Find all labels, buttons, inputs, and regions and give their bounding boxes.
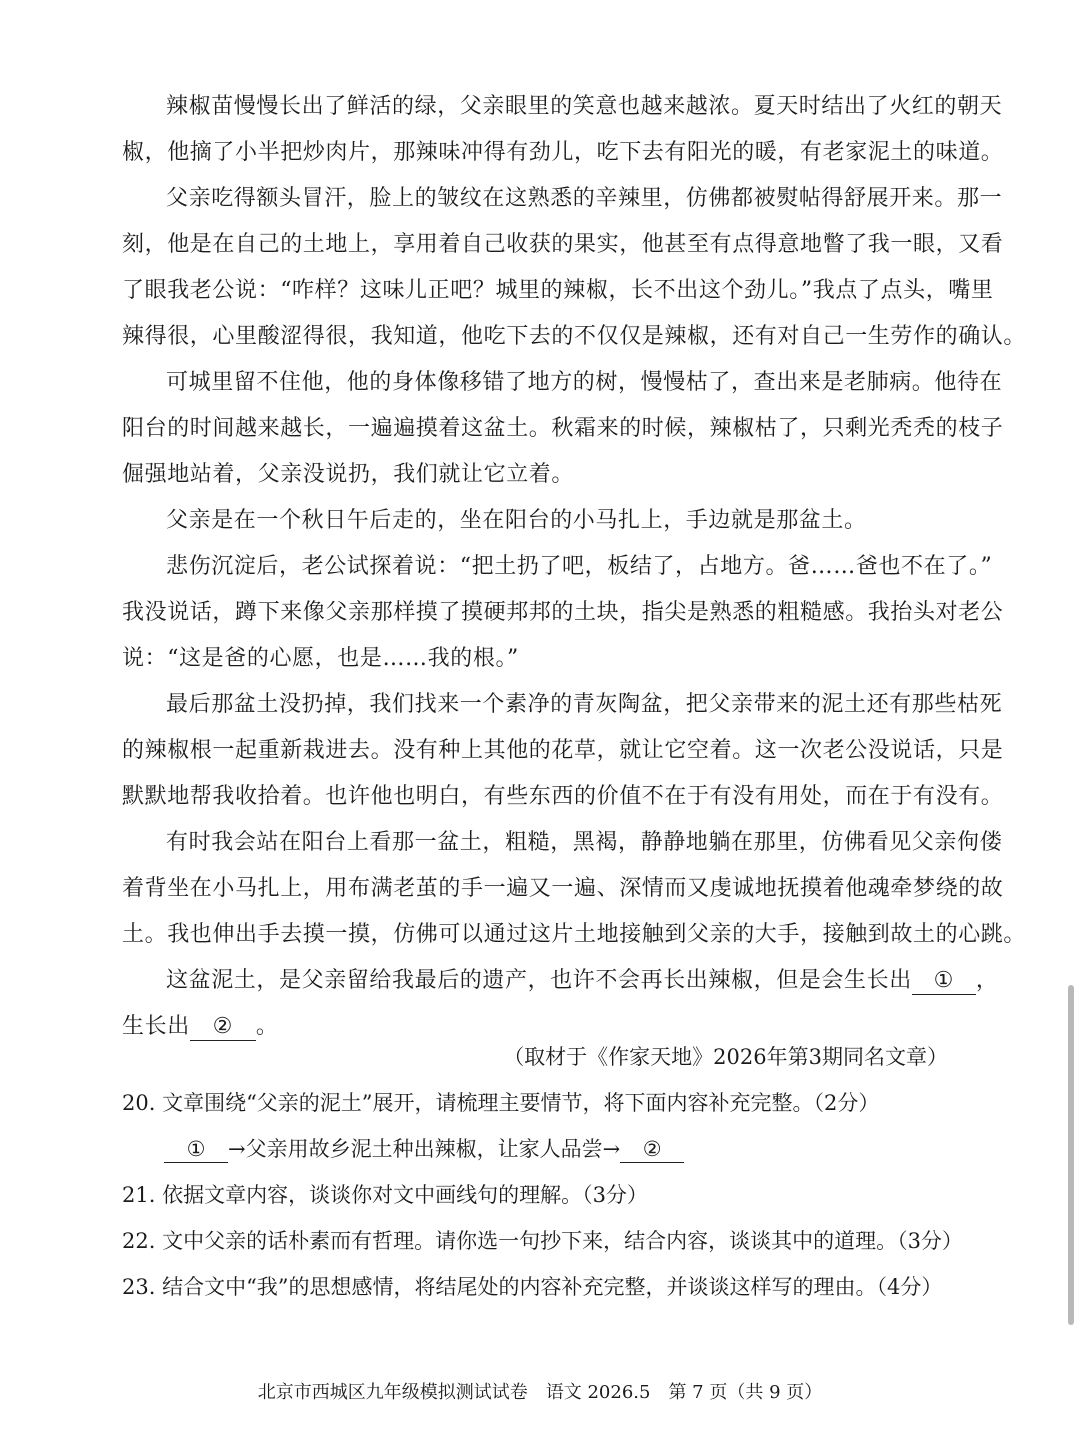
paragraph-line: 有时我会站在阳台上看那一盆土，粗糙，黑褐，静静地躺在那里，仿佛看见父亲佝偻	[166, 830, 1003, 855]
question-23: 23. 结合文中“我”的思想感情，将结尾处的内容补充完整，并谈谈这样写的理由。（4分）	[122, 1275, 943, 1299]
paragraph-line: 我没说话，蹲下来像父亲那样摸了摸硬邦邦的土块，指尖是熟悉的粗糙感。我抬头对老公	[122, 600, 1004, 625]
question-20-fill-line	[164, 1134, 954, 1164]
q20-blank-2[interactable]: ②	[620, 1136, 684, 1163]
paragraph-line: 最后那盆土没扔掉，我们找来一个素净的青灰陶盆，把父亲带来的泥土还有那些枯死	[166, 692, 1003, 717]
q20-blank-1[interactable]: ①	[164, 1136, 228, 1163]
paragraph-line: 椒，他摘了小半把炒肉片，那辣味冲得有劲儿，吃下去有阳光的暖，有老家泥土的味道。	[122, 140, 1004, 165]
paragraph-line: 辣椒苗慢慢长出了鲜活的绿，父亲眼里的笑意也越来越浓。夏天时结出了火红的朝天	[166, 94, 1003, 119]
final-paragraph-line	[122, 1012, 960, 1042]
punctuation: ，	[975, 968, 999, 993]
paragraph-line: 辣得很，心里酸涩得很，我知道，他吃下去的不仅仅是辣椒，还有对自己一生劳作的确认。	[122, 324, 1027, 349]
paragraph-line: 土。我也伸出手去摸一摸，仿佛可以通过这片土地接触到父亲的大手，接触到故土的心跳。	[122, 922, 1027, 947]
paragraph-line: 阳台的时间越来越长，一遍遍摸着这盆土。秋霜来的时候，辣椒枯了，只剩光秃秃的枝子	[122, 416, 1004, 441]
paragraph-line: 默默地帮我收拾着。也许他也明白，有些东西的价值不在于有没有用处，而在于有没有。	[122, 784, 1004, 809]
paragraph-line: 悲伤沉淀后，老公试探着说：“把土扔了吧，板结了，占地方。爸……爸也不在了。”	[166, 554, 993, 579]
punctuation: 。	[255, 1014, 279, 1039]
source-citation: （取材于《作家天地》2026年第3期同名文章）	[503, 1045, 948, 1069]
q20-middle-text: →父亲用故乡泥土种出辣椒，让家人品尝→	[228, 1137, 621, 1161]
paragraph-line: 父亲吃得额头冒汗，脸上的皱纹在这熟悉的辛辣里，仿佛都被熨帖得舒展开来。那一	[166, 186, 1003, 211]
page-footer: 北京市西城区九年级模拟测试试卷 语文 2026.5 第 7 页（共 9 页）	[257, 1382, 823, 1403]
question-20: 20. 文章围绕“父亲的泥土”展开，请梳理主要情节，将下面内容补充完整。（2分）	[122, 1091, 880, 1115]
paragraph-line: 的辣椒根一起重新栽进去。没有种上其他的花草，就让它空着。这一次老公没说话，只是	[122, 738, 1004, 763]
scrollbar[interactable]	[1068, 985, 1074, 1325]
answer-blank-2[interactable]: ②	[190, 1014, 256, 1041]
paragraph-line: 父亲是在一个秋日午后走的，坐在阳台的小马扎上，手边就是那盆土。	[166, 508, 867, 533]
paragraph-line: 说：“这是爸的心愿，也是……我的根。”	[122, 646, 519, 671]
paragraph-line: 着背坐在小马扎上，用布满老茧的手一遍又一遍、深情而又虔诚地抚摸着他魂牵梦绕的故	[122, 876, 1004, 901]
paragraph-line: 了眼我老公说：“咋样？这味儿正吧？城里的辣椒，长不出这个劲儿。”我点了点头，嘴里	[122, 278, 994, 303]
question-21: 21. 依据文章内容，谈谈你对文中画线句的理解。（3分）	[122, 1183, 648, 1207]
paragraph-line: 刻，他是在自己的土地上，享用着自己收获的果实，他甚至有点得意地瞥了我一眼，又看	[122, 232, 1004, 257]
question-22: 22. 文中父亲的话朴素而有哲理。请你选一句抄下来，结合内容，谈谈其中的道理。（3分）	[122, 1229, 963, 1253]
paragraph-line: 可城里留不住他，他的身体像移错了地方的树，慢慢枯了，查出来是老肺病。他待在	[166, 370, 1003, 395]
paragraph-line: 倔强地站着，父亲没说扔，我们就让它立着。	[122, 462, 575, 487]
final-paragraph-text: 生长出	[122, 1014, 190, 1039]
answer-blank-1[interactable]: ①	[912, 968, 976, 995]
final-paragraph-line	[166, 966, 999, 996]
final-paragraph-text: 这盆泥土，是父亲留给我最后的遗产，也许不会再长出辣椒，但是会生长出	[166, 968, 912, 993]
